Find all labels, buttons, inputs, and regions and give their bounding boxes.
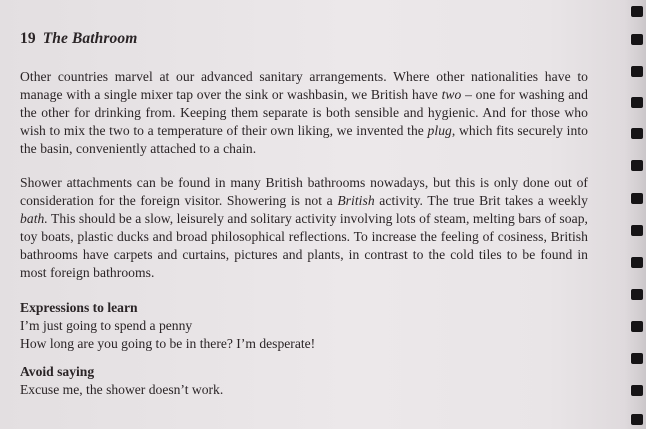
binding-hole xyxy=(631,34,643,45)
avoid-section xyxy=(20,363,588,399)
binding-hole xyxy=(631,353,643,364)
emphasis-plug: plug xyxy=(427,123,452,138)
avoid-line: Excuse me, the shower doesn’t work. xyxy=(20,382,224,397)
spiral-binding xyxy=(624,0,646,429)
paragraph-text: This should be a slow, leisurely and solitary activity involving lots of steam, melting bars of soap, toy boats, plastic ducks and broad philosophical reflections. To increase the feeling of cosiness, British bathrooms have carpets and curtains, pictures and plants, in contrast to the cold tiles to be found in most foreign bathrooms. xyxy=(20,211,588,280)
chapter-name: The Bathroom xyxy=(42,30,138,47)
binding-hole xyxy=(631,193,643,204)
avoid-heading: Avoid saying xyxy=(20,364,95,379)
binding-hole xyxy=(631,6,643,17)
chapter-title xyxy=(20,30,588,48)
paragraph-text: Other countries marvel at our advanced sanitary arrangements. Where other nationalities have to manage with a single mixer tap over the sink or washbasin, we British have xyxy=(20,69,588,102)
page-content xyxy=(20,30,588,409)
binding-hole xyxy=(631,257,643,268)
expression-line: How long are you going to be in there? I’m desperate! xyxy=(20,336,316,351)
binding-hole xyxy=(631,97,643,108)
paragraph-text: – one for washing and the other for drinking from. Keeping them separate is both sensible and hygienic. And for those who wish to mix the two to a temperature of their own liking, we invented the xyxy=(20,87,588,138)
binding-hole xyxy=(631,66,643,77)
paragraph-shower xyxy=(20,174,588,282)
expressions-heading: Expressions to learn xyxy=(20,300,138,315)
paragraph-text: activity. The true Brit takes a weekly xyxy=(374,193,588,208)
expression-line: I’m just going to spend a penny xyxy=(20,318,193,333)
binding-hole xyxy=(631,385,643,396)
paragraph-text: , which fits securely into the basin, conveniently attached to a chain. xyxy=(20,123,588,156)
paragraph-sanitary xyxy=(20,68,588,158)
binding-hole xyxy=(631,128,643,139)
paragraph-text: Shower attachments can be found in many British bathrooms nowadays, but this is only done out of consideration for the foreign visitor. Showering is not a xyxy=(20,175,588,208)
chapter-number: 19 xyxy=(20,30,36,47)
binding-hole xyxy=(631,225,643,236)
binding-hole xyxy=(631,160,643,171)
binding-hole xyxy=(631,414,643,425)
binding-hole xyxy=(631,289,643,300)
expressions-section xyxy=(20,299,588,353)
binding-hole xyxy=(631,321,643,332)
emphasis-two: two xyxy=(441,87,462,102)
emphasis-bath: bath. xyxy=(20,211,48,226)
emphasis-british: British xyxy=(337,193,375,208)
